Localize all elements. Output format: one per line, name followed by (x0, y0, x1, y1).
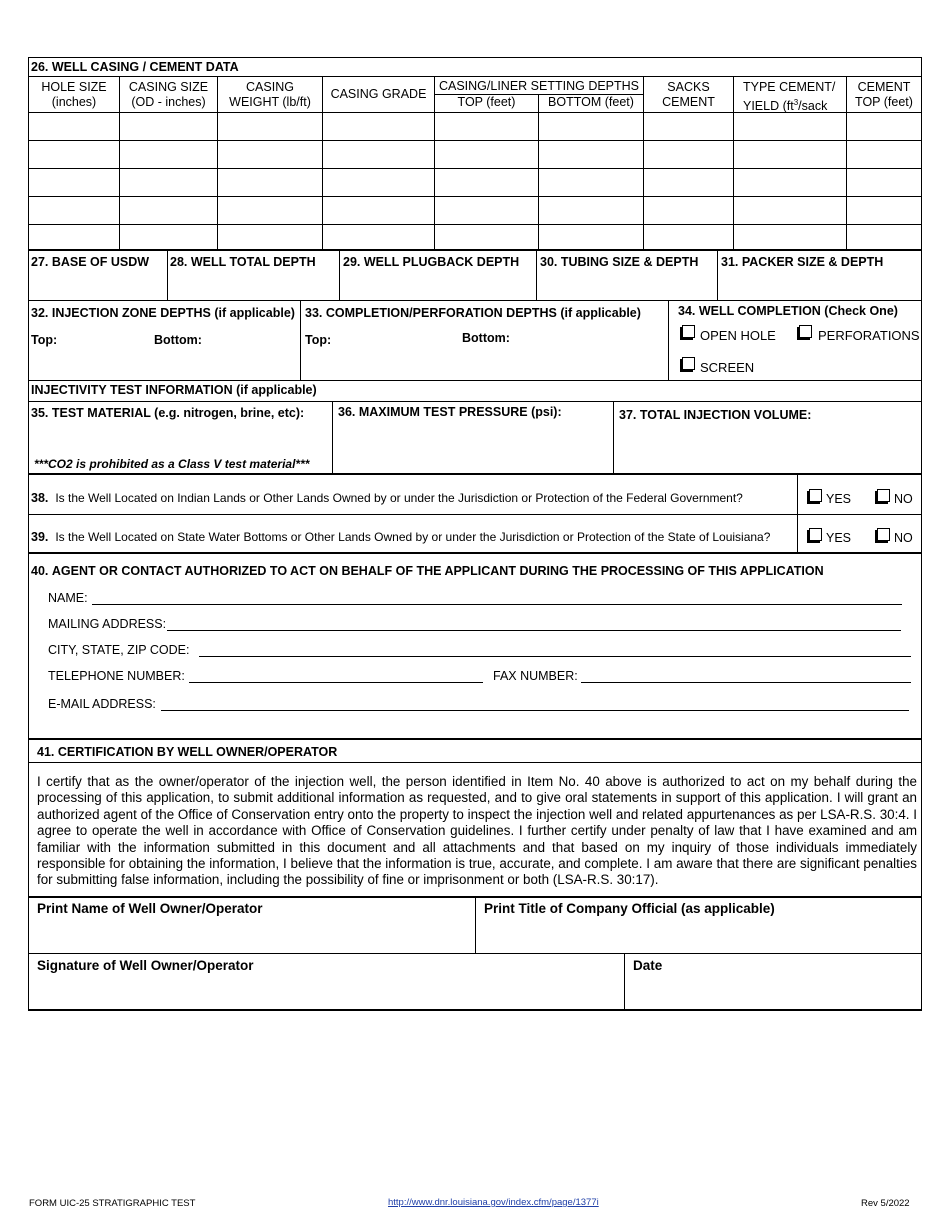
open-hole-checkbox[interactable] (682, 325, 695, 338)
agent-email-field[interactable] (161, 710, 909, 711)
col-casing-weight: CASING WEIGHT (lb/ft) (229, 80, 311, 109)
screen-label: SCREEN (700, 360, 755, 375)
base-usdw-label: 27. BASE OF USDW (31, 255, 150, 269)
agent-title: 40. AGENT OR CONTACT AUTHORIZED TO ACT ON BEHALF OF THE APPLICANT DURING THE PROCESSING OF THIS APPLICATION (31, 564, 824, 578)
q38-no-checkbox[interactable] (877, 489, 890, 502)
agent-name-label: NAME: (48, 591, 88, 605)
plugback-depth-label: 29. WELL PLUGBACK DEPTH (343, 255, 520, 269)
perforations-checkbox[interactable] (799, 325, 812, 338)
agent-phone-label: TELEPHONE NUMBER: (48, 669, 185, 683)
col-casing-size: CASING SIZE (OD - inches) (128, 80, 209, 109)
zone32-top-label: Top: (31, 333, 58, 347)
signature-label: Signature of Well Owner/Operator (37, 958, 254, 973)
col-type-cement: TYPE CEMENT/ YIELD ($ft^3$/sack (743, 80, 836, 114)
co2-note: ***CO2 is prohibited as a Class V test material*** (34, 457, 310, 471)
print-name-label: Print Name of Well Owner/Operator (37, 901, 263, 916)
zone33-bottom-label: Bottom: (462, 331, 510, 345)
agent-phone-field[interactable] (189, 682, 483, 683)
q39-no-checkbox[interactable] (877, 528, 890, 541)
col-sacks-cement: SACKS CEMENT (662, 80, 715, 109)
casing-section-title: 26. WELL CASING / CEMENT DATA (31, 60, 239, 74)
certification-text: I certify that as the owner/operator of the injection well, the person identified in Item No. 40 above is authorized to act on my behalf during the processing of this application, to submit additional information as requested, and to give oral statements in support of this application. I will grant an authorized agent of the Office of Conservation entry onto the property to inspect the injection well and related appurtenances as per LSA-R.S. 30:4. I agree to operate the well in accordance with Office of Conservation guidelines. I further certify under penalty of law that I have examined and am familiar with the information submitted in this document and all attachments and that based on my inquiry of those individuals immediately responsible for obtaining the information, I believe that the information is true, accurate, and complete. I am aware that there are significant penalties for submitting false information, including the possibility of fine or imprisonment or both (LSA-R.S. 30:17). (37, 774, 917, 888)
agent-mailing-field[interactable] (167, 630, 901, 631)
tubing-label: 30. TUBING SIZE & DEPTH (540, 255, 699, 269)
form-id: FORM UIC-25 STRATIGRAPHIC TEST (29, 1198, 196, 1209)
q39-no-label: NO (894, 531, 913, 545)
agent-city-label: CITY, STATE, ZIP CODE: (48, 643, 190, 657)
packer-label: 31. PACKER SIZE & DEPTH (721, 255, 884, 269)
col-setting-depths: CASING/LINER SETTING DEPTHS (438, 79, 640, 93)
open-hole-label: OPEN HOLE (700, 328, 776, 343)
q39-yes-label: YES (826, 531, 852, 545)
completion-perforation-label: 33. COMPLETION/PERFORATION DEPTHS (if applicable) (305, 306, 641, 320)
certification-title: 41. CERTIFICATION BY WELL OWNER/OPERATOR (37, 745, 338, 759)
agent-fax-field[interactable] (581, 682, 911, 683)
col-bottom-feet: BOTTOM (feet) (548, 95, 634, 109)
q39-yes-checkbox[interactable] (809, 528, 822, 541)
col-hole-size: HOLE SIZE (inches) (41, 80, 107, 109)
max-pressure-label: 36. MAXIMUM TEST PRESSURE (psi): (338, 405, 562, 419)
well-completion-label: 34. WELL COMPLETION (Check One) (678, 304, 898, 318)
print-title-label: Print Title of Company Official (as applicable) (484, 901, 775, 916)
agent-fax-label: FAX NUMBER: (493, 669, 578, 683)
zone33-top-label: Top: (305, 333, 332, 347)
q39-question: 39. Is the Well Located on State Water Bottoms or Other Lands Owned by or under the Jurisdiction or Protection of the State of Louisiana? (31, 530, 771, 544)
agent-name-field[interactable] (92, 604, 902, 605)
perforations-label: PERFORATIONS (818, 328, 920, 343)
zone32-bottom-label: Bottom: (154, 333, 202, 347)
injectivity-header: INJECTIVITY TEST INFORMATION (if applicable) (31, 383, 317, 397)
col-cement-top: CEMENT TOP (feet) (855, 80, 913, 109)
total-volume-label: 37. TOTAL INJECTION VOLUME: (619, 408, 812, 422)
agent-mailing-label: MAILING ADDRESS: (48, 617, 167, 631)
agent-email-label: E-MAIL ADDRESS: (48, 697, 156, 711)
total-depth-label: 28. WELL TOTAL DEPTH (170, 255, 316, 269)
q38-question: 38. Is the Well Located on Indian Lands or Other Lands Owned by or under the Jurisdiction or Protection of the Federal Government? (31, 491, 743, 505)
footer-link-wrap (388, 1197, 599, 1208)
screen-checkbox[interactable] (682, 357, 695, 370)
agent-city-field[interactable] (199, 656, 911, 657)
q38-yes-checkbox[interactable] (809, 489, 822, 502)
q38-no-label: NO (894, 492, 913, 506)
injection-zone-label: 32. INJECTION ZONE DEPTHS (if applicable) (31, 306, 295, 320)
col-casing-grade: CASING GRADE (330, 87, 427, 101)
test-material-label: 35. TEST MATERIAL (e.g. nitrogen, brine, etc): (31, 406, 305, 420)
col-top-feet: TOP (feet) (457, 95, 516, 109)
revision: Rev 5/2022 (861, 1198, 910, 1209)
date-label: Date (633, 958, 663, 973)
footer-url-link[interactable]: http://www.dnr.louisiana.gov/index.cfm/page/1377i (388, 1197, 599, 1208)
q38-yes-label: YES (826, 492, 852, 506)
